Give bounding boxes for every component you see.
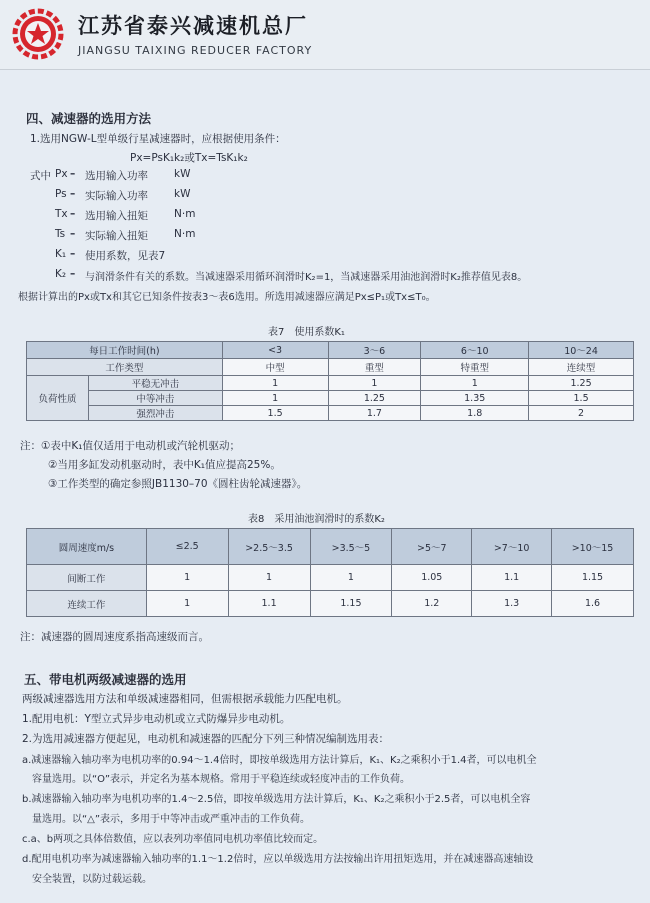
- definition-dash: –: [70, 168, 76, 180]
- definition-desc: 与润滑条件有关的系数。当减速器采用循环润滑时K₂=1，当减速器采用油池润滑时K₂推荐值见表8。: [85, 272, 528, 283]
- table-cell: 1: [421, 376, 529, 391]
- definition-symbol: Tx: [55, 208, 68, 220]
- table-cell: 1.1: [472, 565, 552, 591]
- table-cell: 1: [146, 591, 228, 617]
- definition-unit: N·m: [174, 208, 196, 220]
- table-row: [27, 565, 634, 591]
- table-cell: 1.25: [529, 376, 634, 391]
- section5-item-b: b.减速器输入轴功率为电机功率的1.4～2.5倍，即按单级选用方法计算后，K₁、K₂之乘积小于2.5者，可以电机全容: [22, 794, 531, 805]
- note-prefix: 注：: [20, 440, 41, 452]
- table7-caption: 表7 使用系数K₁: [268, 327, 345, 338]
- table-row: [27, 359, 634, 376]
- table-row-label: 平稳无冲击: [88, 376, 222, 391]
- company-name-cn: 江苏省泰兴减速机总厂: [78, 14, 308, 38]
- table-header-cell: >2.5～3.5: [228, 529, 310, 565]
- table-cell: 连续型: [529, 359, 634, 376]
- definition-desc: 选用输入扭矩: [85, 210, 148, 222]
- section4-title: 四、减速器的选用方法: [26, 111, 152, 126]
- section5-item-d-cont: 安全装置，以防过载运载。: [32, 874, 152, 885]
- note-item: ①表中K₁值仅适用于电动机或汽轮机驱动；: [41, 440, 241, 452]
- table-header-cell: >7～10: [472, 529, 552, 565]
- table-header-cell: 圆周速度m/s: [27, 529, 147, 565]
- definition-desc: 使用系数，见表7: [85, 250, 166, 262]
- table-cell: 1: [222, 391, 328, 406]
- definition-symbol: Ps: [55, 188, 67, 200]
- table-header-cell: <3: [222, 342, 328, 359]
- table-row-label: 连续工作: [27, 591, 147, 617]
- table-header-cell: 工作类型: [27, 359, 223, 376]
- definition-row: [0, 248, 650, 264]
- section5-paragraph: 两级减速器选用方法和单级减速器相同，但需根据承载能力匹配电机。: [22, 693, 348, 705]
- definition-row: [0, 268, 650, 284]
- table8-caption: 表8 采用油池润滑时的系数K₂: [248, 514, 385, 525]
- table-cell: 1: [222, 376, 328, 391]
- section5-title: 五、带电机两级减速器的选用: [24, 672, 187, 687]
- table-row: [27, 591, 634, 617]
- table-header-cell: ≤2.5: [146, 529, 228, 565]
- definition-symbol: Ts: [55, 228, 66, 240]
- table-cell: 1.15: [552, 565, 634, 591]
- company-name-en: JIANGSU TAIXING REDUCER FACTORY: [78, 44, 313, 57]
- table-row: [27, 342, 634, 359]
- formula: Px=PsK₁k₂或Tx=TsK₁k₂: [130, 152, 248, 164]
- table-header-cell: 3～6: [328, 342, 421, 359]
- table-header-cell: >10～15: [552, 529, 634, 565]
- table-cell: 1.35: [421, 391, 529, 406]
- table7-usage-factor: [26, 341, 634, 421]
- table-header-cell: 6～10: [421, 342, 529, 359]
- table-cell: 1: [228, 565, 310, 591]
- table-cell: 1: [310, 565, 392, 591]
- table-cell: 重型: [328, 359, 421, 376]
- definition-dash: –: [70, 268, 76, 280]
- definition-symbol: K₁: [55, 248, 67, 260]
- definition-row: [0, 168, 650, 184]
- table-row: [27, 406, 634, 421]
- definition-unit: N·m: [174, 228, 196, 240]
- selection-conclusion: 根据计算出的Px或Tx和其它已知条件按表3～表6选用。所选用减速器应满足Px≤P₁或Tx≤T₀。: [18, 292, 436, 303]
- table-row-label: 中等冲击: [88, 391, 222, 406]
- table-cell: 1.15: [310, 591, 392, 617]
- section5-item-d: d.配用电机功率为减速器输入轴功率的1.1～1.2倍时，应以单级选用方法按输出许用扭矩选用，并在减速器高速轴设: [22, 854, 534, 865]
- definition-desc: 实际输入扭矩: [85, 230, 148, 242]
- table-row-label: 强烈冲击: [88, 406, 222, 421]
- table-row: [27, 376, 634, 391]
- table-cell: 2: [529, 406, 634, 421]
- table-header-cell: 每日工作时间(h): [27, 342, 223, 359]
- table-cell: 1: [146, 565, 228, 591]
- definition-row: [0, 208, 650, 224]
- definition-desc: 选用输入功率: [85, 170, 148, 182]
- section4-intro: 1.选用NGW-L型单级行星减速器时，应根据使用条件：: [30, 133, 286, 145]
- definition-dash: –: [70, 228, 76, 240]
- where-label: 式中: [30, 170, 51, 182]
- table-header-cell: 10～24: [529, 342, 634, 359]
- definition-dash: –: [70, 248, 76, 260]
- definition-desc: 实际输入功率: [85, 190, 148, 202]
- gear-star-logo-icon: [12, 8, 64, 60]
- section5-item-a: a.减速器输入轴功率为电机功率的0.94～1.4倍时，即按单级选用方法计算后，K₁、K₂之乘积小于1.4者，可以电机全: [22, 755, 537, 766]
- table-cell: 特重型: [421, 359, 529, 376]
- section5-paragraph: 1.配用电机：Y型立式异步电动机或立式防爆异步电动机。: [22, 713, 291, 725]
- definition-symbol: Px: [55, 168, 68, 180]
- section5-item-a-cont: 容量选用。以“O”表示，并定名为基本规格。常用于平稳连续或轻度冲击的工作负荷。: [32, 774, 411, 785]
- definition-row: [0, 228, 650, 244]
- section5-item-c: c.a、b两项之具体倍数值，应以表列功率值同电机功率值比较而定。: [22, 834, 324, 845]
- table-cell: 1.25: [328, 391, 421, 406]
- table-row: [27, 529, 634, 565]
- page-header: [0, 0, 650, 70]
- notes7: [20, 438, 240, 453]
- table8-lubrication-factor: [26, 528, 634, 617]
- table-cell: 1.7: [328, 406, 421, 421]
- document-body: [0, 70, 650, 903]
- table-cell: 1.05: [392, 565, 472, 591]
- table-group-label: 负荷性质: [27, 376, 89, 421]
- table-cell: 1: [328, 376, 421, 391]
- section5-paragraph: 2.为选用减速器方便起见，电动机和减速器的匹配分下列三种情况编制选用表：: [22, 733, 390, 745]
- note-item: ③工作类型的确定参照JB1130–70《圆柱齿轮减速器》。: [48, 478, 308, 490]
- definition-unit: kW: [174, 188, 191, 200]
- definition-dash: –: [70, 208, 76, 220]
- table-row-label: 间断工作: [27, 565, 147, 591]
- table-cell: 1.1: [228, 591, 310, 617]
- table-cell: 1.6: [552, 591, 634, 617]
- note8: 注：减速器的圆周速度系指高速级而言。: [20, 631, 209, 643]
- table-cell: 1.3: [472, 591, 552, 617]
- definition-symbol: K₂: [55, 268, 67, 280]
- section5-item-b-cont: 量选用。以“△”表示，多用于中等冲击或严重冲击的工作负荷。: [32, 814, 311, 825]
- table-cell: 1.8: [421, 406, 529, 421]
- table-header-cell: >3.5～5: [310, 529, 392, 565]
- definition-dash: –: [70, 188, 76, 200]
- table-cell: 1.2: [392, 591, 472, 617]
- table-header-cell: >5～7: [392, 529, 472, 565]
- table-cell: 中型: [222, 359, 328, 376]
- definition-unit: kW: [174, 168, 191, 180]
- table-cell: 1.5: [222, 406, 328, 421]
- table-cell: 1.5: [529, 391, 634, 406]
- table-row: [27, 391, 634, 406]
- note-item: ②当用多缸发动机驱动时，表中K₁值应提高25%。: [48, 459, 281, 471]
- definition-row: [0, 188, 650, 204]
